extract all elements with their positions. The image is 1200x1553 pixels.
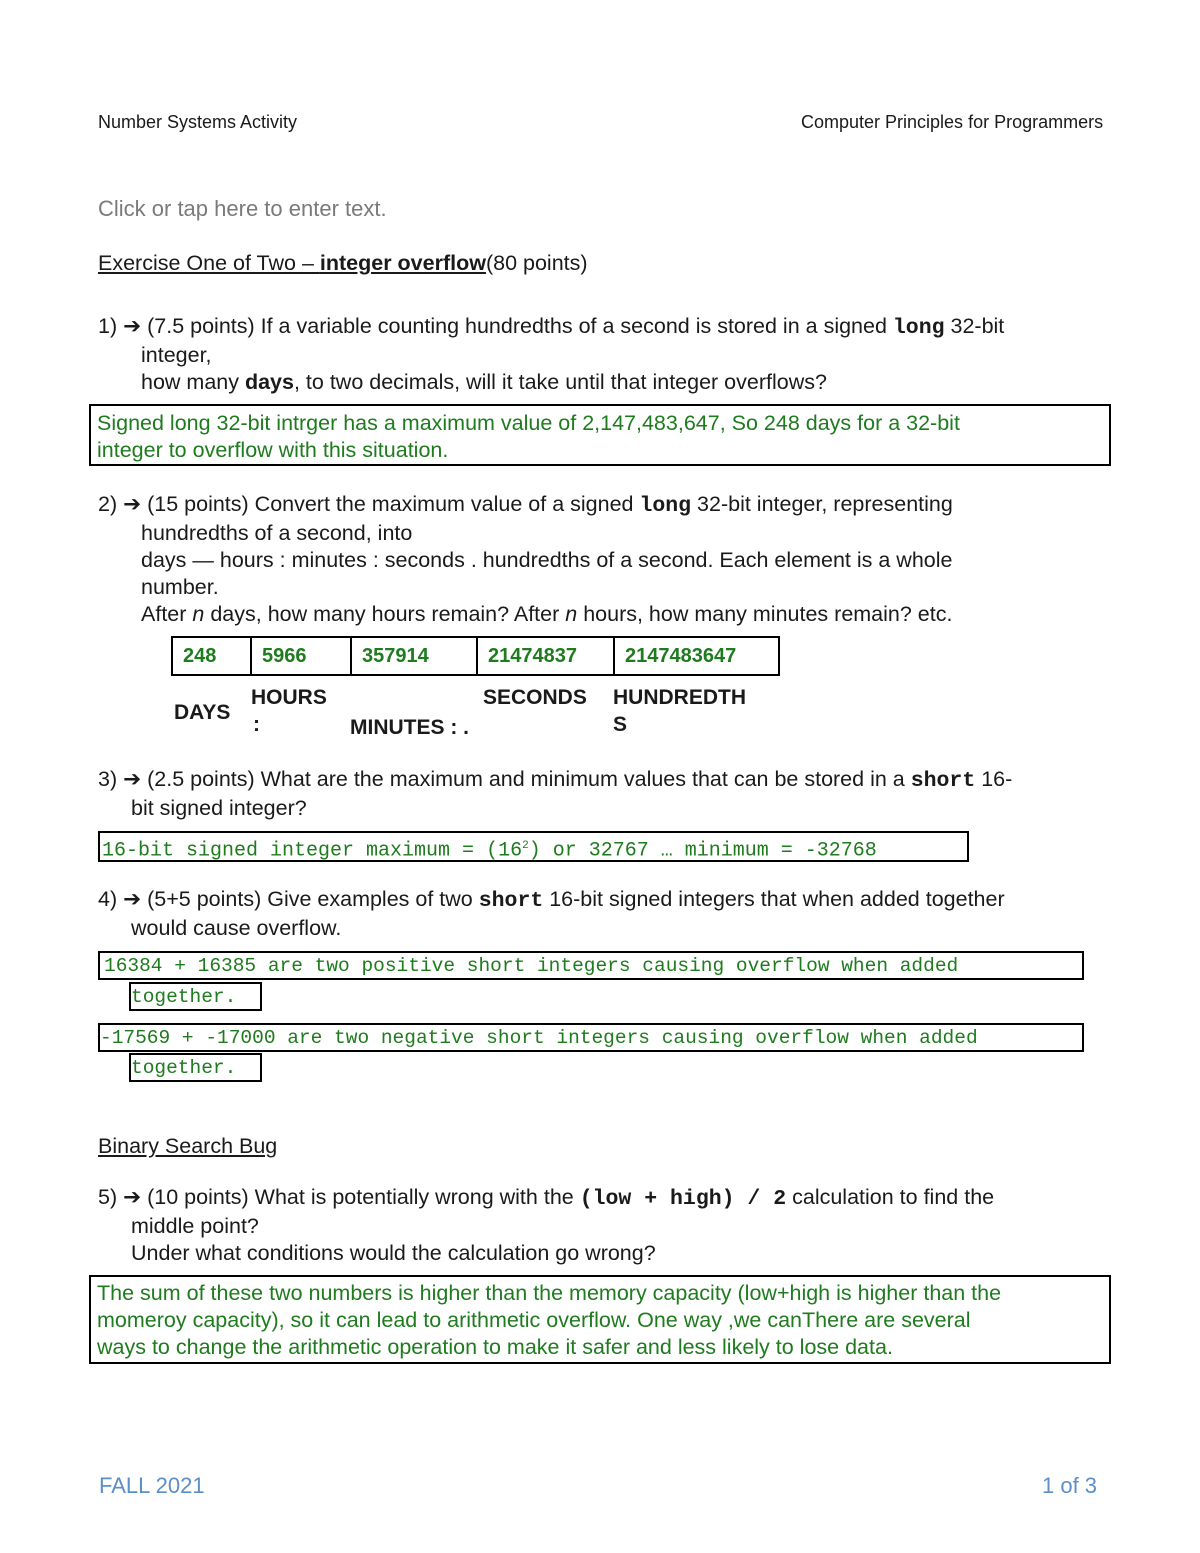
- label-hundredths-cont: S: [613, 713, 628, 736]
- q1-answer-box[interactable]: [89, 404, 1111, 466]
- q2-line5-n2: n: [565, 602, 578, 626]
- q1-line2: integer,: [141, 343, 212, 367]
- q2-line5-a: After: [141, 602, 193, 626]
- table-row: [172, 637, 779, 675]
- q4-answer1-line2[interactable]: together.: [129, 982, 262, 1011]
- q4-number: 4): [98, 887, 118, 911]
- q2-text-post: 32-bit integer, representing: [691, 492, 953, 516]
- q2-line5: [98, 601, 1108, 628]
- q2-line2: hundredths of a second, into: [141, 521, 413, 545]
- q5-number: 5): [98, 1185, 118, 1209]
- q4-text-post: 16-bit signed integers that when added together: [543, 887, 1005, 911]
- exercise-heading-prefix: Exercise One of Two –: [98, 251, 320, 275]
- q1-text-pre: (7.5 points) If a variable counting hundredths of a second is stored in a signed: [147, 314, 893, 338]
- q1-answer-line1: Signed long 32-bit intrger has a maximum value of 2,147,483,647, So 248 days for a 32-bit: [97, 411, 960, 435]
- q2-number: 2): [98, 492, 118, 516]
- q3-answer-b: ) or 32767 … minimum = -32768: [528, 839, 877, 863]
- q3-answer-sup: 2: [522, 840, 529, 852]
- q3-number: 3): [98, 767, 118, 791]
- q5-text-post: calculation to find the: [786, 1185, 995, 1209]
- q5-answer-line3: ways to change the arithmetic operation to make it safer and less likely to lose data.: [97, 1335, 893, 1359]
- label-minutes: MINUTES : .: [350, 716, 469, 739]
- q5-code: (low + high) / 2: [579, 1187, 787, 1211]
- label-hours-sep: :: [253, 713, 260, 736]
- q5-answer-line2: momeroy capacity), so it can lead to arithmetic overflow. One way ,we canThere are several: [97, 1308, 971, 1332]
- q1-line3-post: , to two decimals, will it take until that integer overflows?: [293, 370, 827, 394]
- q1-line3-pre: how many: [141, 370, 245, 394]
- question-5: [98, 1184, 1108, 1267]
- q2-line5-c: hours, how many minutes remain? etc.: [577, 602, 953, 626]
- cell-hours[interactable]: 5966: [251, 637, 351, 675]
- footer-page-number: 1 of 3: [1042, 1473, 1098, 1498]
- q2-keyword: long: [639, 494, 692, 518]
- q3-keyword: short: [910, 769, 976, 793]
- q4-keyword: short: [478, 889, 544, 913]
- q1-text-post: 32-bit: [944, 314, 1005, 338]
- q5-line3: Under what conditions would the calculation go wrong?: [131, 1241, 656, 1265]
- q2-line5-n1: n: [192, 602, 205, 626]
- q3-line2: bit signed integer?: [131, 796, 307, 820]
- label-hundredths: HUNDREDTH: [613, 686, 746, 709]
- time-breakdown-table: [171, 636, 780, 676]
- q3-text-post: 16-: [975, 767, 1013, 791]
- q1-number: 1): [98, 314, 118, 338]
- q4-line2: would cause overflow.: [131, 916, 342, 940]
- placeholder-text-field[interactable]: Click or tap here to enter text.: [98, 196, 387, 221]
- q2-line4: number.: [141, 575, 219, 599]
- question-4: [98, 886, 1108, 942]
- question-3: [98, 766, 1108, 822]
- q2-line5-b: days, how many hours remain? After: [204, 602, 566, 626]
- exercise-heading-bold: integer overflow: [319, 251, 486, 275]
- q2-text-pre: (15 points) Convert the maximum value of a signed: [147, 492, 640, 516]
- q4-answer1-line1[interactable]: 16384 + 16385 are two positive short integers causing overflow when added: [98, 951, 1084, 980]
- cell-minutes[interactable]: 357914: [351, 637, 477, 675]
- q5-text-pre: (10 points) What is potentially wrong with the: [147, 1185, 580, 1209]
- cell-hundredths[interactable]: 2147483647: [614, 637, 779, 675]
- q1-line3: [98, 369, 1108, 396]
- label-hours: HOURS: [251, 686, 327, 709]
- label-days: DAYS: [174, 701, 231, 724]
- header-right: Computer Principles for Programmers: [801, 112, 1104, 132]
- label-seconds: SECONDS: [483, 686, 587, 709]
- q3-answer-a: 16-bit signed integer maximum = (16: [102, 839, 523, 863]
- arrow-icon: ➔: [123, 1185, 142, 1209]
- cell-seconds[interactable]: 21474837: [477, 637, 614, 675]
- footer-semester: FALL 2021: [99, 1473, 205, 1498]
- exercise-heading: [98, 250, 588, 277]
- q1-keyword: long: [892, 316, 945, 340]
- question-1: [98, 313, 1108, 396]
- arrow-icon: ➔: [123, 492, 142, 516]
- exercise-heading-suffix: (80 points): [485, 251, 588, 275]
- q4-text-pre: (5+5 points) Give examples of two: [147, 887, 479, 911]
- arrow-icon: ➔: [123, 887, 142, 911]
- q3-answer-box[interactable]: [98, 831, 969, 862]
- arrow-icon: ➔: [123, 767, 142, 791]
- q5-line2: middle point?: [131, 1214, 259, 1238]
- q2-line3: days — hours : minutes : seconds . hundredths of a second. Each element is a whole: [141, 548, 953, 572]
- q5-answer-line1: The sum of these two numbers is higher than the memory capacity (low+high is higher than the: [97, 1281, 1002, 1305]
- q4-answer2-line1[interactable]: -17569 + -17000 are two negative short integers causing overflow when added: [98, 1023, 1084, 1052]
- q5-answer-box[interactable]: [89, 1275, 1111, 1364]
- q1-line3-bold: days: [244, 370, 294, 394]
- q1-answer-line2: integer to overflow with this situation.: [97, 438, 449, 462]
- header-left: Number Systems Activity: [98, 112, 298, 132]
- q3-text-pre: (2.5 points) What are the maximum and minimum values that can be stored in a: [147, 767, 911, 791]
- binary-search-heading: Binary Search Bug: [98, 1134, 278, 1158]
- arrow-icon: ➔: [123, 314, 142, 338]
- cell-days[interactable]: 248: [172, 637, 251, 675]
- question-2: [98, 491, 1108, 628]
- q4-answer2-line2[interactable]: together.: [129, 1053, 262, 1082]
